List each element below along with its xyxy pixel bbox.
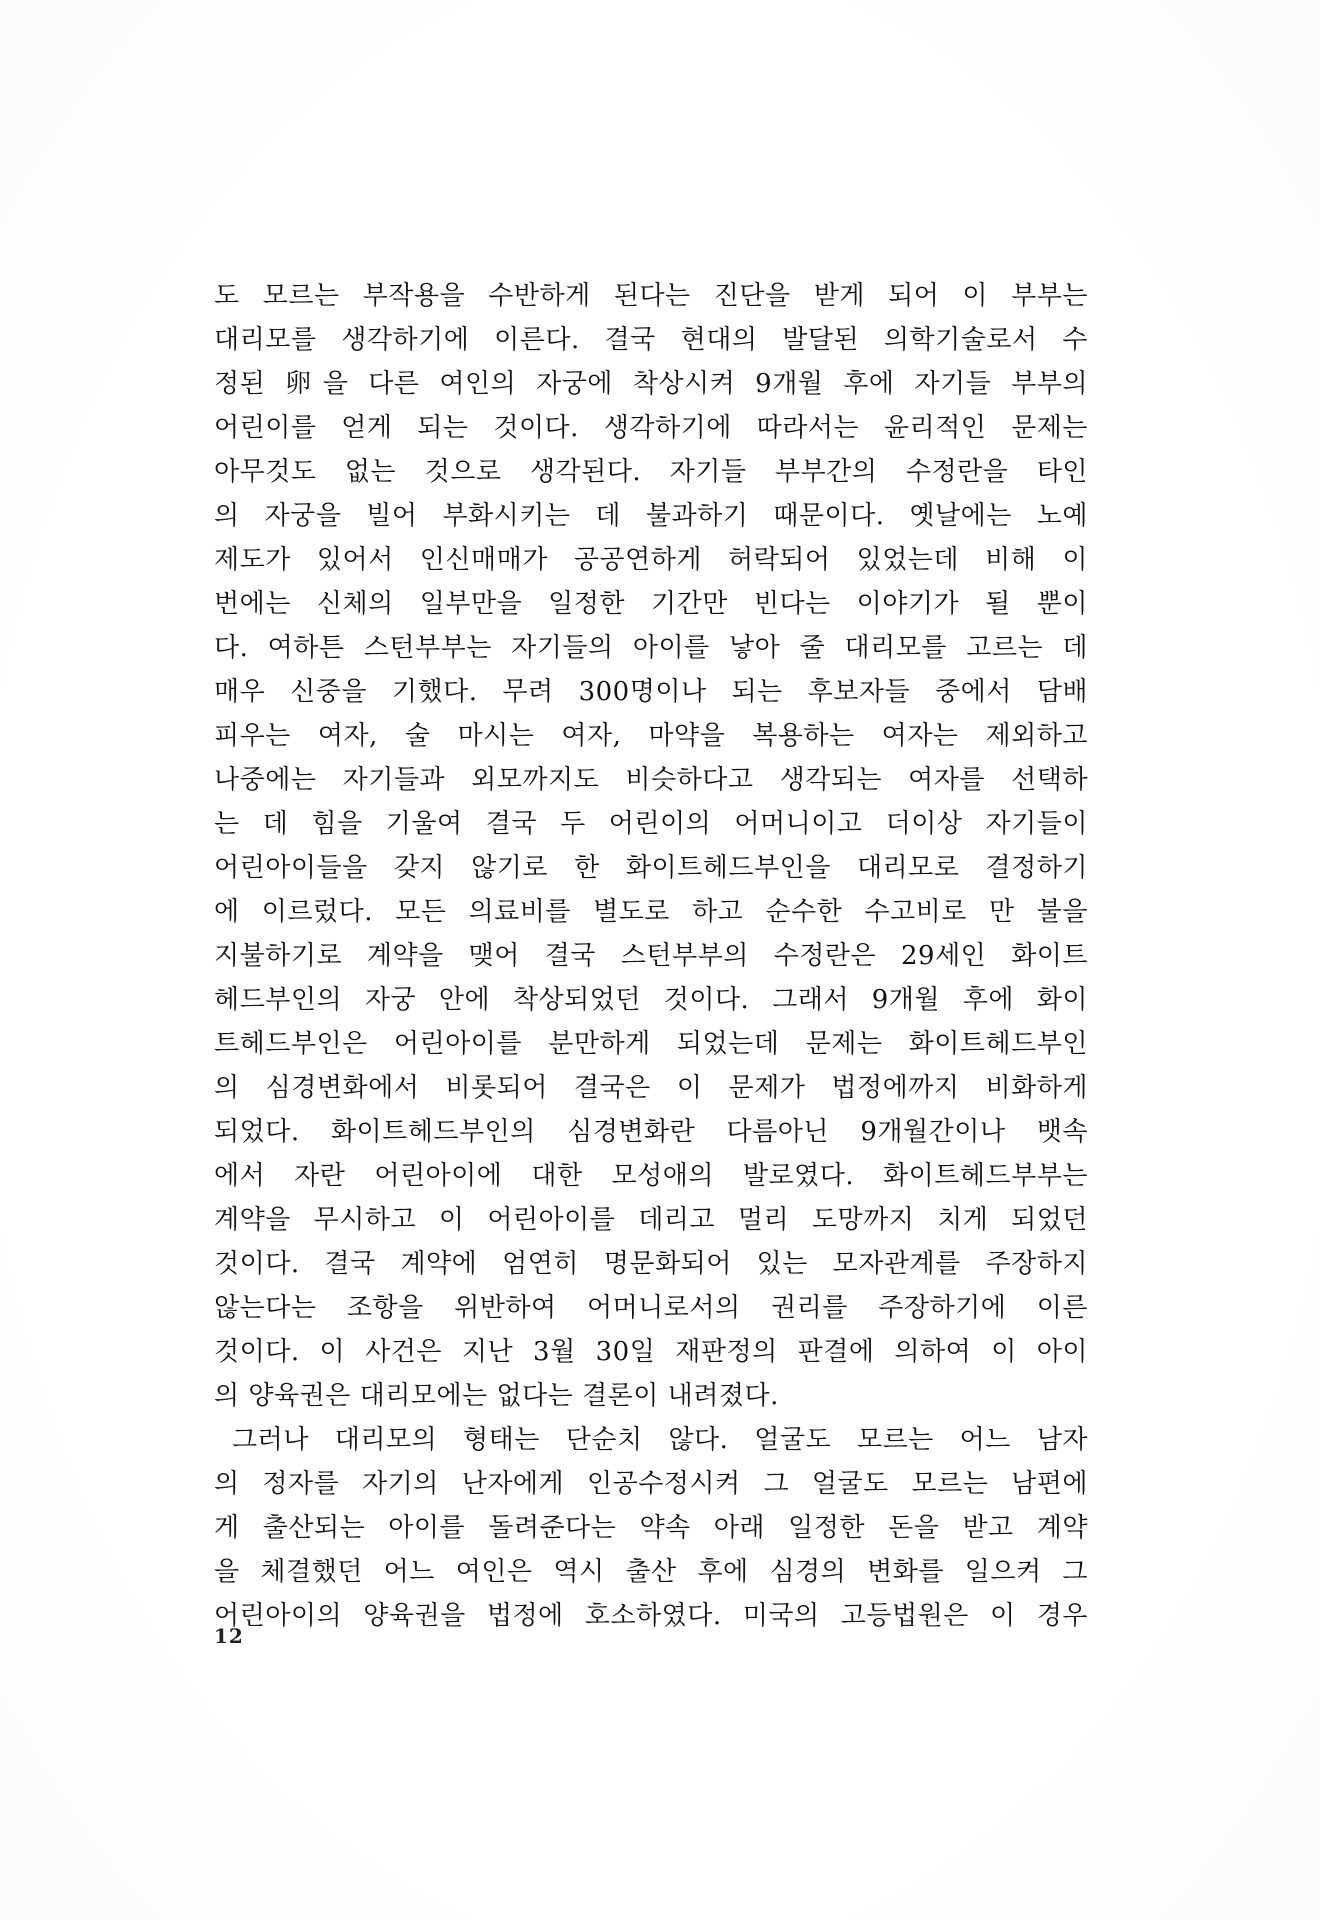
text-line: 아무것도 없는 것으로 생각된다. 자기들 부부간의 수정란을 타인 [214,457,1088,487]
text-line: 것이다. 이 사건은 지난 3월 30일 재판정의 판결에 의하여 이 아이 [214,1337,1088,1367]
text-line: 나중에는 자기들과 외모까지도 비슷하다고 생각되는 여자를 선택하 [214,765,1088,795]
text-line: 어린아이들을 갖지 않기로 한 화이트헤드부인을 대리모로 결정하기 [214,853,1088,883]
paragraph-1 [214,274,1088,1418]
text-line: 어린이를 얻게 되는 것이다. 생각하기에 따라서는 윤리적인 문제는 [214,413,1088,443]
text-line: 번에는 신체의 일부만을 일정한 기간만 빈다는 이야기가 될 뿐이 [214,589,1088,619]
text-line: 의 심경변화에서 비롯되어 결국은 이 문제가 법정에까지 비화하게 [214,1073,1088,1103]
text-line: 에서 자란 어린아이에 대한 모성애의 발로였다. 화이트헤드부부는 [214,1161,1088,1191]
text-line: 어린아이의 양육권을 법정에 호소하였다. 미국의 고등법원은 이 경우 [214,1601,1088,1631]
text-line: 다. 여하튼 스턴부부는 자기들의 아이를 낳아 줄 대리모를 고르는 데 [214,633,1088,663]
text-line: 대리모를 생각하기에 이른다. 결국 현대의 발달된 의학기술로서 수 [214,325,1088,355]
text-line: 그러나 대리모의 형태는 단순치 않다. 얼굴도 모르는 어느 남자 [232,1425,1088,1455]
text-line: 정된 卵을 다른 여인의 자궁에 착상시켜 9개월 후에 자기들 부부의 [214,369,1088,399]
text-line: 트헤드부인은 어린아이를 분만하게 되었는데 문제는 화이트헤드부인 [214,1029,1088,1059]
text-line: 는 데 힘을 기울여 결국 두 어린이의 어머니이고 더이상 자기들이 [214,809,1088,839]
text-line: 매우 신중을 기했다. 무려 300명이나 되는 후보자들 중에서 담배 [214,677,1088,707]
page-number: 12 [214,1624,244,1648]
body-text [214,274,1088,1638]
text-line: 되었다. 화이트헤드부인의 심경변화란 다름아닌 9개월간이나 뱃속 [214,1117,1088,1147]
text-line: 도 모르는 부작용을 수반하게 된다는 진단을 받게 되어 이 부부는 [214,281,1088,311]
text-line: 계약을 무시하고 이 어린아이를 데리고 멀리 도망까지 치게 되었던 [214,1205,1088,1235]
text-line: 것이다. 결국 계약에 엄연히 명문화되어 있는 모자관계를 주장하지 [214,1249,1088,1279]
text-line: 지불하기로 계약을 맺어 결국 스턴부부의 수정란은 29세인 화이트 [214,941,1088,971]
text-line: 의 정자를 자기의 난자에게 인공수정시켜 그 얼굴도 모르는 남편에 [214,1469,1088,1499]
text-line: 제도가 있어서 인신매매가 공공연하게 허락되어 있었는데 비해 이 [214,545,1088,575]
text-line: 게 출산되는 아이를 돌려준다는 약속 아래 일정한 돈을 받고 계약 [214,1513,1088,1543]
text-line: 의 자궁을 빌어 부화시키는 데 불과하기 때문이다. 옛날에는 노예 [214,501,1088,531]
text-line: 을 체결했던 어느 여인은 역시 출산 후에 심경의 변화를 일으켜 그 [214,1557,1088,1587]
text-line: 의 양육권은 대리모에는 없다는 결론이 내려졌다. [214,1381,779,1411]
text-line: 헤드부인의 자궁 안에 착상되었던 것이다. 그래서 9개월 후에 화이 [214,985,1088,1015]
text-line: 에 이르렀다. 모든 의료비를 별도로 하고 순수한 수고비로 만 불을 [214,897,1088,927]
text-line: 피우는 여자, 술 마시는 여자, 마약을 복용하는 여자는 제외하고 [214,721,1088,751]
paragraph-2 [214,1418,1088,1638]
text-line: 않는다는 조항을 위반하여 어머니로서의 권리를 주장하기에 이른 [214,1293,1088,1323]
